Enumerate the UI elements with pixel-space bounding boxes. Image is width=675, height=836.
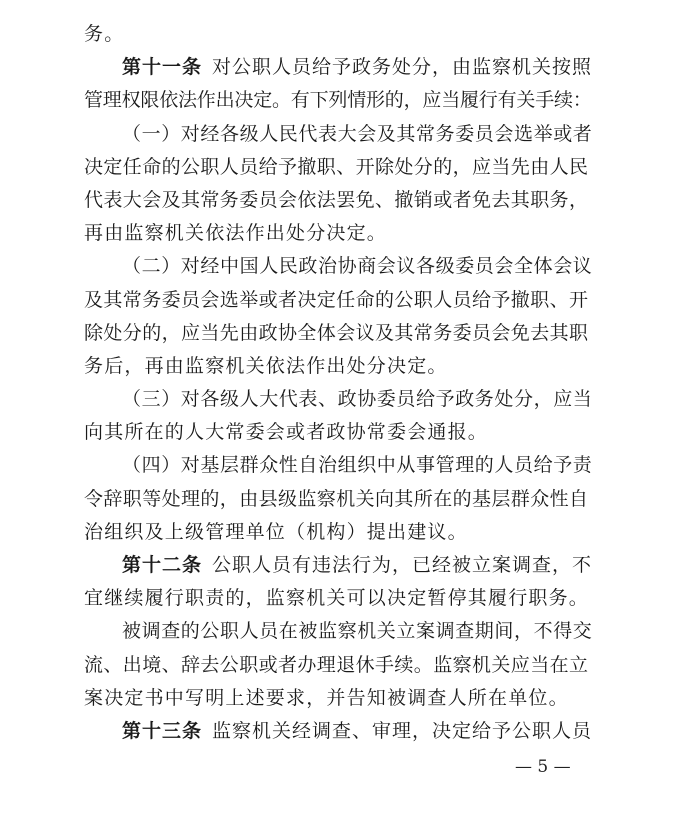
line-text: 被调查的公职人员在被监察机关立案调查期间，不得交	[122, 620, 593, 643]
text-line-15	[84, 483, 592, 516]
line-text: 流、出境、辞去公职或者办理退休手续。监察机关应当在立	[84, 653, 589, 676]
text-line-5	[84, 151, 592, 184]
text-line-17	[84, 549, 592, 582]
line-text: 代表大会及其常务委员会依法罢免、撤销或者免去其职务，	[84, 188, 589, 211]
text-line-19	[84, 615, 592, 648]
article-number: 第十二条	[122, 554, 203, 576]
text-line-21	[84, 682, 592, 715]
line-text: 向其所在的人大常委会或者政协常委会通报。	[84, 421, 489, 444]
line-text: 案决定书中写明上述要求，并告知被调查人所在单位。	[84, 686, 569, 709]
article-number: 第十一条	[122, 56, 203, 79]
line-text: 决定任命的公职人员给予撤职、开除处分的，应当先由人民	[84, 155, 589, 178]
line-text: 务后，再由监察机关依法作出处分决定。	[84, 354, 448, 377]
line-text: （四）对基层群众性自治组织中从事管理的人员给予责	[122, 454, 593, 477]
text-line-13	[84, 416, 592, 449]
text-line-7	[84, 217, 592, 250]
line-text: 宜继续履行职责的，监察机关可以决定暂停其履行职务。	[84, 587, 590, 610]
text-line-14	[84, 449, 592, 482]
text-line-4	[84, 118, 592, 151]
text-line-11	[84, 350, 592, 383]
page-number: — 5 —	[515, 757, 571, 777]
line-text: 及其常务委员会选举或者决定任命的公职人员给予撤职、开	[84, 288, 589, 311]
text-line-10	[84, 317, 592, 350]
article-number: 第十三条	[122, 719, 203, 742]
text-line-9	[84, 284, 592, 317]
line-text: 除处分的，应当先由政协全体会议及其常务委员会免去其职	[84, 321, 589, 344]
line-text: 管理权限依法作出决定。有下列情形的，应当履行有关手续：	[84, 89, 592, 112]
line-text: 公职人员有违法行为，已经被立案调查，不	[212, 554, 593, 576]
text-line-6	[84, 184, 592, 217]
line-text: 再由监察机关依法作出处分决定。	[84, 222, 388, 245]
line-text: 务。	[84, 23, 125, 45]
text-line-1	[84, 18, 592, 51]
line-text: 治组织及上级管理单位（机构）提出建议。	[84, 520, 468, 543]
line-text: 令辞职等处理的，由县级监察机关向其所在的基层群众性自	[84, 487, 589, 510]
text-line-3	[84, 84, 592, 117]
line-text: （三）对各级人大代表、政协委员给予政务处分，应当	[122, 388, 593, 411]
text-line-22	[84, 715, 592, 748]
text-line-20	[84, 649, 592, 682]
text-line-18	[84, 582, 592, 615]
line-text: 对公职人员给予政务处分，由监察机关按照	[212, 56, 593, 79]
text-line-8	[84, 250, 592, 283]
text-line-12	[84, 383, 592, 416]
line-text: （二）对经中国人民政治协商会议各级委员会全体会议	[122, 255, 593, 278]
text-line-2	[84, 51, 592, 84]
text-line-16	[84, 516, 592, 549]
line-text: 监察机关经调查、审理，决定给予公职人员	[212, 719, 593, 742]
document-body	[84, 18, 592, 748]
line-text: （一）对经各级人民代表大会及其常务委员会选举或者	[122, 122, 593, 145]
